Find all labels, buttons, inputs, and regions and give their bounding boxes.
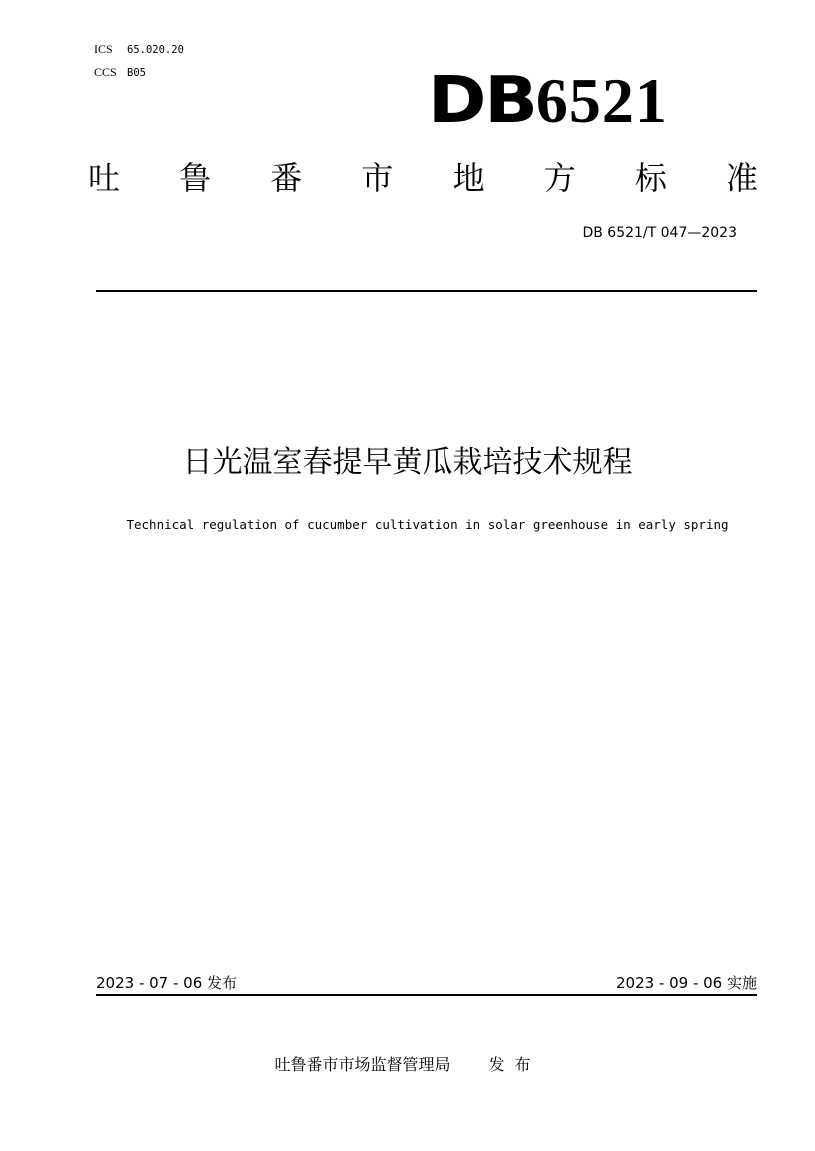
standard-type-char: 市	[361, 159, 394, 197]
publisher-action: 发布	[488, 1055, 541, 1074]
ics-code: 65.020.20	[127, 44, 184, 56]
standard-number: DB 6521/T 047—2023	[582, 225, 737, 241]
date-row	[96, 970, 757, 994]
header-divider	[96, 290, 757, 292]
classification-codes	[94, 38, 184, 84]
title-chinese: 日光温室春提早黄瓜栽培技术规程	[182, 445, 633, 480]
standard-type-heading	[88, 158, 758, 198]
standard-type-char: 标	[634, 159, 667, 197]
standard-type-char: 番	[270, 159, 303, 197]
publisher-line	[0, 1052, 815, 1075]
ics-label: ICS	[94, 42, 113, 56]
publish-date: 2023 - 07 - 06 发布	[96, 973, 238, 992]
standard-logo	[428, 64, 668, 138]
title-english: Technical regulation of cucumber cultivation in solar greenhouse in early spring	[126, 517, 729, 532]
ics-row	[94, 38, 184, 61]
ccs-label: CCS	[94, 65, 117, 79]
logo-prefix: DB	[428, 64, 536, 138]
standard-type-char: 吐	[88, 159, 121, 197]
standard-type-char: 地	[452, 159, 485, 197]
publisher-name: 吐鲁番市市场监督管理局	[274, 1055, 451, 1074]
footer-divider	[96, 994, 757, 996]
standard-type-char: 方	[543, 159, 576, 197]
implement-date: 2023 - 09 - 06 实施	[615, 973, 757, 992]
logo-number: 6521	[535, 65, 668, 136]
ccs-code: B05	[127, 67, 146, 79]
standard-type-char: 准	[725, 159, 758, 197]
ccs-row	[94, 61, 184, 84]
standard-type-char: 鲁	[179, 159, 212, 197]
